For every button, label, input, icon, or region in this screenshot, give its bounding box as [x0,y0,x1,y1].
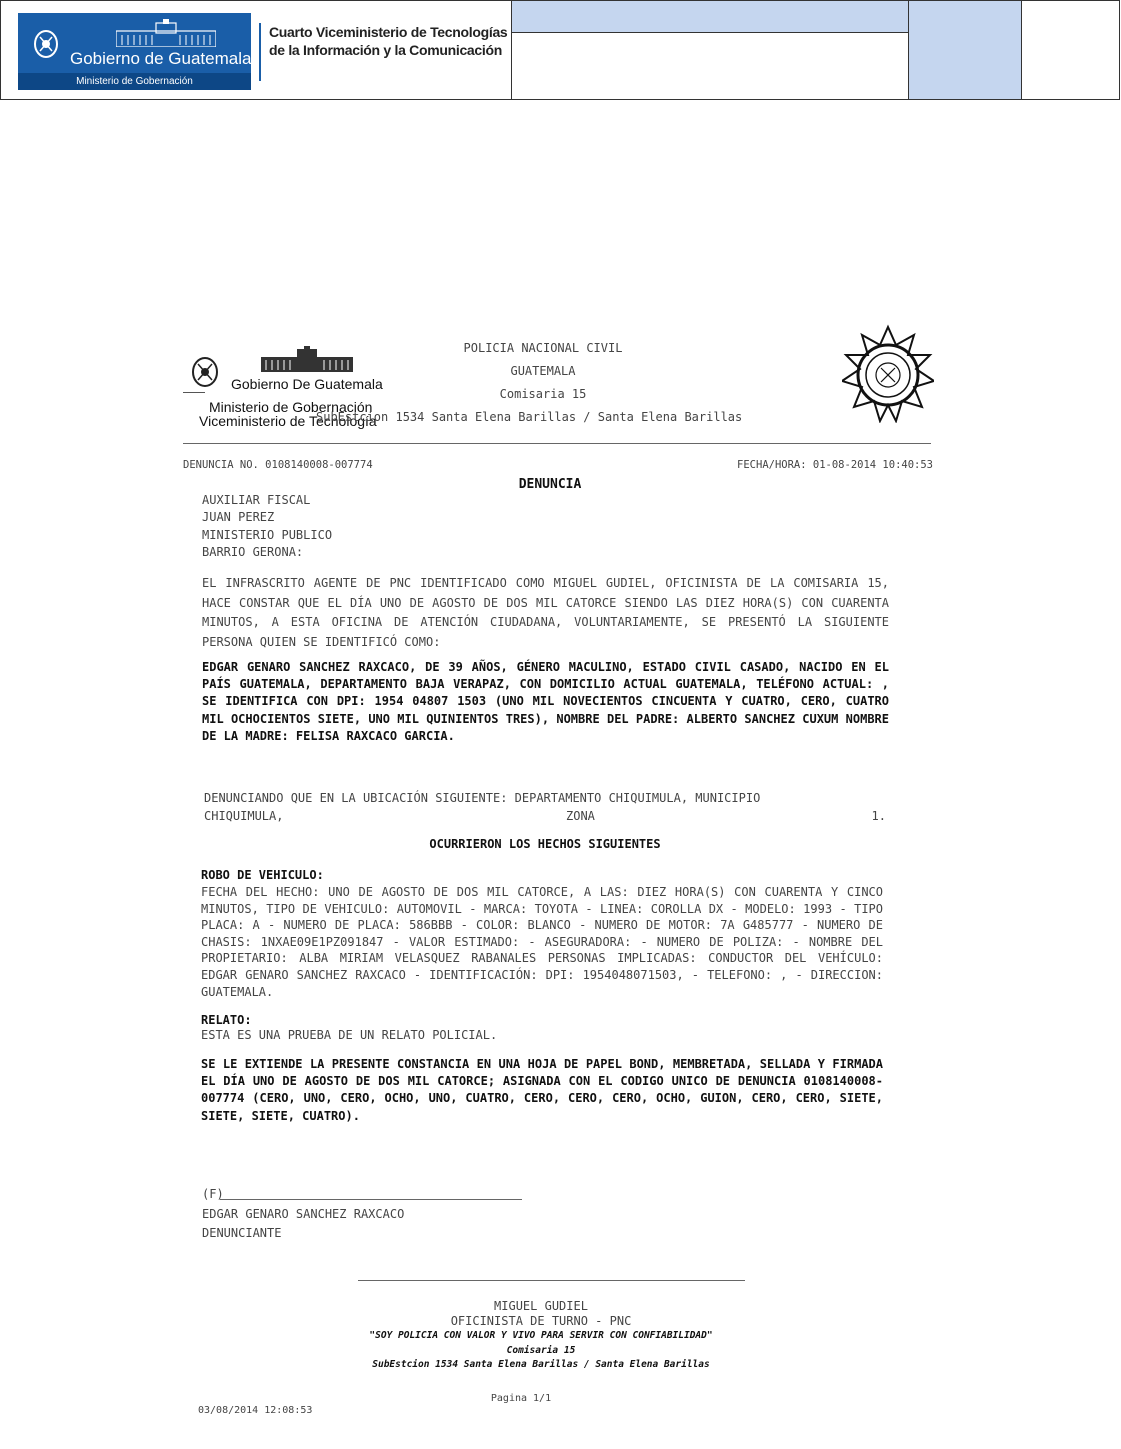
vice-line-2: de la Información y la Comunicación [269,42,502,58]
addressee-line: MINISTERIO PUBLICO [202,527,333,542]
gov-name: Gobierno de Guatemala [70,49,252,68]
document-title: DENUNCIA [518,477,582,492]
intro-paragraph: EL INFRASCRITO AGENTE DE PNC IDENTIFICADO COMO MIGUEL GUDIEL, OFICINISTA DE LA COMISARIA 15, HACE CONSTAR QUE EL DÍA UNO DE AGOSTO DE DOS MIL CATORCE SIENDO LAS DIEZ HORA(S) CON CUARENTA MINUTOS, A ESTA OFICINA DE ATENCIÓN CIUDADANA, VOLUNTARIAMENTE, SE PRESENTÓ LA SIGUIENTE PERSONA QUIEN SE IDENTIFICÓ COMO: [202,576,889,649]
signature-line-denunciante [220,1199,522,1200]
page-number: Pagina 1/1 [490,1393,552,1404]
location-line-2 [204,808,886,826]
location-zona-label: ZONA [566,808,595,823]
robo-heading: ROBO DE VEHICULO: [201,868,324,882]
ministry-name: Ministerio de Gobernación [18,73,251,90]
addressee-line: JUAN PEREZ [202,510,275,525]
signature-line-officer [358,1280,745,1281]
relato-heading: RELATO: [201,1013,252,1027]
officer-role: OFICINISTA DE TURNO - PNC [450,1314,632,1328]
officer-subestacion: SubEstcion 1534 Santa Elena Barillas / Santa Elena Barillas [372,1359,710,1370]
location-zona-value: 1. [871,808,886,823]
denunciante-role: DENUNCIANTE [202,1226,282,1240]
fecha-hora: FECHA/HORA: 01-08-2014 10:40:53 [737,459,933,471]
closing-paragraph: SE LE EXTIENDE LA PRESENTE CONSTANCIA EN UNA HOJA DE PAPEL BOND, MEMBRETADA, SELLADA Y FIRMADA EL DÍA UNO DE AGOSTO DE DOS MIL CATORCE; ASIGNADA CON EL CODIGO UNICO DE DENUNCIA 0108140008-007774 (CERO, UNO, CERO, OCHO, UNO, CUATRO, CERO, CERO, CERO, OCHO, GUION, CERO, CERO, SIETE, SIETE, SIETE, CUATRO). [201,1057,883,1123]
signature-mark: (F) [202,1187,224,1201]
officer-comisaria: Comisaria 15 [506,1345,576,1356]
letterhead-blue-cell [909,1,1022,99]
logo-vice-line: Viceministerio de Tecnología [199,413,377,429]
addressee-block [202,492,332,561]
robo-body: FECHA DEL HECHO: UNO DE AGOSTO DE DOS MIL CATORCE, A LAS: DIEZ HORA(S) CON CUARENTA Y CINCO MINUTOS, TIPO DE VEHICULO: AUTOMOVIL - MARCA: TOYOTA - LINEA: COROLLA DX - MODELO: 1993 - TIPO PLACA: A - NUMERO DE PLACA: 586BBB - COLOR: BLANCO - NUMERO DE MOTOR: 7A G485777 - NUMERO DE CHASIS: 1NXAE09E1PZ091847 - VALOR ESTIMADO: - ASEGURADORA: - NUMERO DE POLIZA: - NOMBRE DEL PROPIETARIO: ALBA MIRIAM VELASQUEZ RABANALES PERSONAS IMPLICADAS: CONDUCTOR DEL VEHÍCULO: EDGAR GENARO SANCHEZ RAXCACO - IDENTIFICACIÓN: DPI: 1954048071503, - TELEFONO: , - DIRECCION: GUATEMALA. [201,885,883,999]
addressee-line: BARRIO GERONA: [202,544,304,559]
location-line-1: DENUNCIANDO QUE EN LA UBICACIÓN SIGUIENTE: DEPARTAMENTO CHIQUIMULA, MUNICIPIO [204,791,761,805]
print-timestamp: 03/08/2014 12:08:53 [198,1405,313,1416]
denunciante-name: EDGAR GENARO SANCHEZ RAXCACO [202,1207,405,1221]
palace-icon [261,346,353,372]
addressee-line: AUXILIAR FISCAL [202,493,311,507]
palace-icon [116,19,216,47]
pnc-seal-icon [842,323,934,423]
letterhead-mid-cell [512,1,909,99]
letterhead-end-cell [1022,1,1120,99]
gobierno-logo [18,13,251,90]
logo-gov-name: Gobierno De Guatemala [231,376,383,392]
header-line-1: POLICIA NACIONAL CIVIL [463,341,623,355]
location-paragraph [204,790,886,826]
officer-motto: "SOY POLICIA CON VALOR Y VIVO PARA SERVIR CON CONFIABILIDAD" [369,1330,713,1341]
vice-line-1: Cuarto Viceministerio de Tecnologías [269,24,508,40]
person-paragraph: EDGAR GENARO SANCHEZ RAXCACO, DE 39 AÑOS, GÉNERO MACULINO, ESTADO CIVIL CASADO, NACIDO EN EL PAÍS GUATEMALA, DEPARTAMENTO BAJA VERAPAZ, CON DOMICILIO ACTUAL GUATEMALA, TELÉFONO ACTUAL: , SE IDENTIFICA CON DPI: 1954 04807 1503 (UNO MIL NOVECIENTOS CINCUENTA Y CUATRO, CERO, CUATRO MIL OCHOCIENTOS SIETE, UNO MIL QUINIENTOS TRES), NOMBRE DEL PADRE: ALBERTO SANCHEZ CUXUM NOMBRE DE LA MADRE: FELISA RAXCACO GARCIA. [202,660,889,743]
logo-ministry-line: Ministerio de Gobernación [209,399,373,415]
letterhead-mid-upper [512,1,908,33]
letterhead-table [0,0,1120,100]
facts-heading: OCURRIERON LOS HECHOS SIGUIENTES [429,837,661,851]
vice-ministry-title [259,23,507,81]
header-line-3: Comisaria 15 [499,387,587,401]
header-divider [183,443,931,444]
letterhead-logo-cell [1,1,512,99]
location-municipio: CHIQUIMULA, [204,808,284,823]
denuncia-number: DENUNCIA NO. 0108140008-007774 [183,459,373,471]
coat-of-arms-icon [189,354,221,390]
header-line-2: GUATEMALA [510,364,576,378]
officer-name: MIGUEL GUDIEL [494,1299,588,1313]
header-line-4: SubEstcion 1534 Santa Elena Barillas / Santa Elena Barillas [316,410,743,424]
relato-body: ESTA ES UNA PRUEBA DE UN RELATO POLICIAL. [201,1028,498,1042]
coat-of-arms-icon [32,27,60,61]
